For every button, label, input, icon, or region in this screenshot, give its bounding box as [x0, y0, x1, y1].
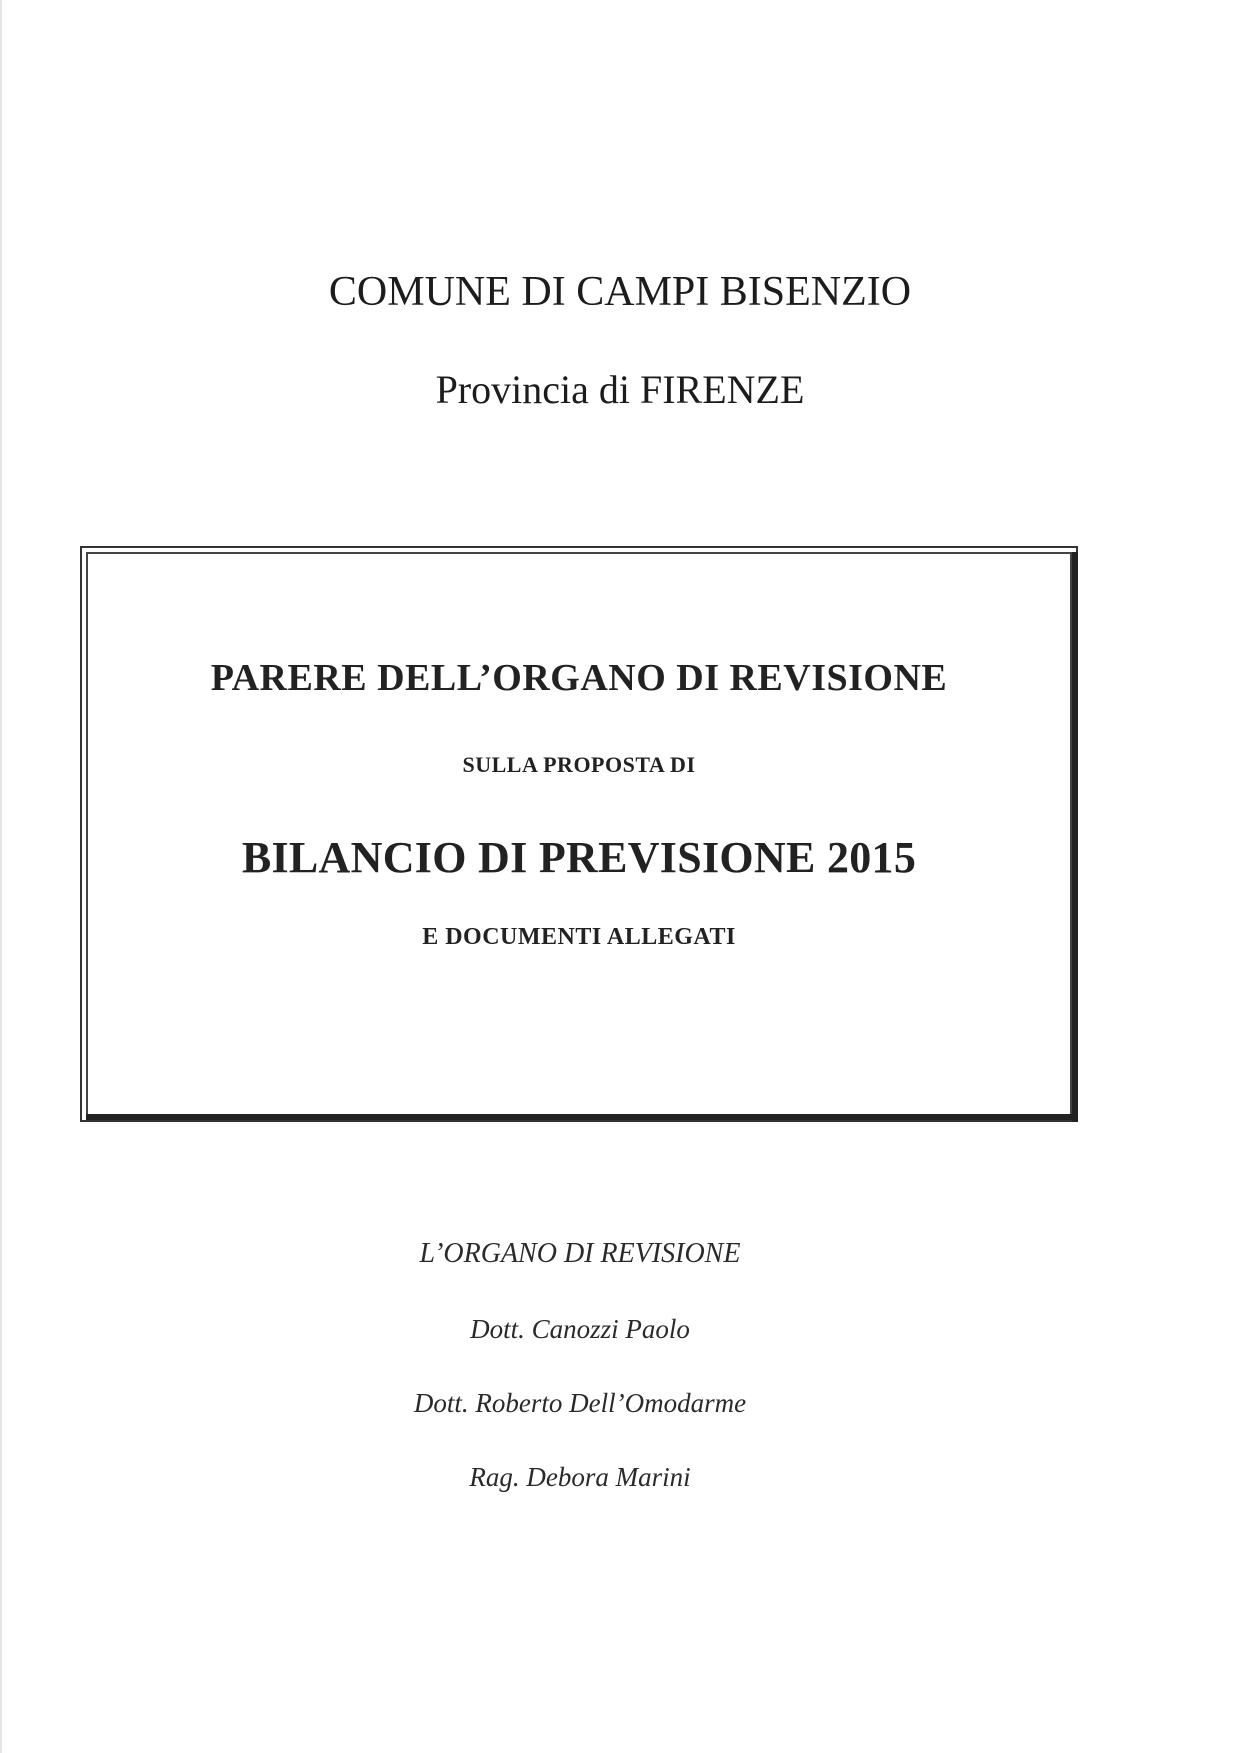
document-main-heading: BILANCIO DI PREVISIONE 2015: [241, 833, 917, 882]
title-frame-shadow-bottom: [86, 1114, 1078, 1120]
title-frame-shadow-right: [1072, 552, 1078, 1122]
board-member: Dott. Roberto Dell’Omodarme: [413, 1388, 747, 1418]
document-title: PARERE DELL’ORGANO DI REVISIONE: [210, 657, 948, 699]
board-member: Rag. Debora Marini: [469, 1462, 691, 1492]
municipality-name: COMUNE DI CAMPI BISENZIO: [328, 269, 912, 315]
province-name: Provincia di FIRENZE: [435, 367, 805, 412]
document-attachments-note: E DOCUMENTI ALLEGATI: [422, 924, 736, 950]
document-subtitle: SULLA PROPOSTA DI: [462, 752, 696, 777]
review-board-title: L’ORGANO DI REVISIONE: [419, 1238, 741, 1269]
board-member: Dott. Canozzi Paolo: [470, 1314, 690, 1344]
